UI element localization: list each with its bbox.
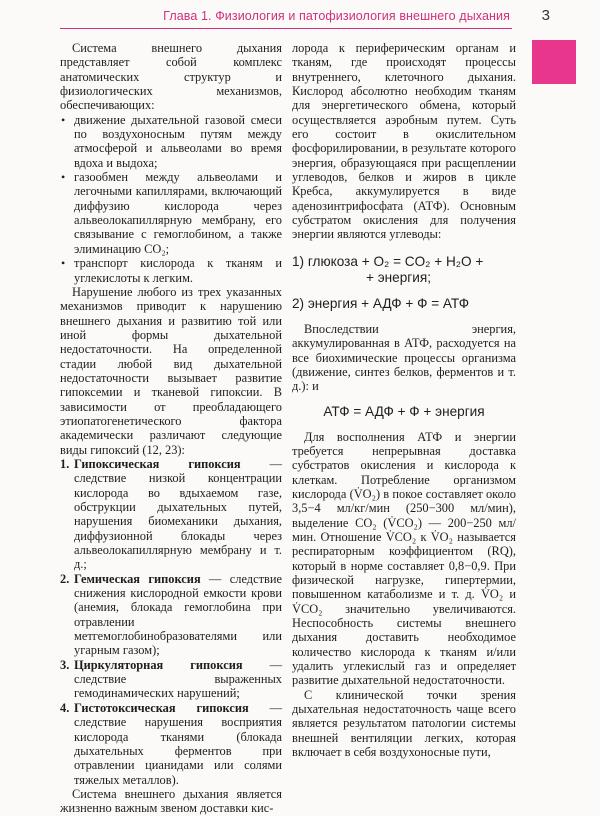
item-number: 1. xyxy=(60,456,70,471)
hypoxia-term: Гистотоксическая гипоксия xyxy=(74,700,249,715)
hypoxia-term: Циркуляторная гипоксия xyxy=(74,657,243,672)
intro-paragraph: Система внешнего дыхания представляет собой комплекс анатомических структур и физиологических механизмов, обеспечивающих: xyxy=(60,41,282,113)
list-item: • транспорт кислорода к тканям и углекислоты к легким. xyxy=(60,256,282,285)
glucose-formula xyxy=(292,254,516,286)
right-column xyxy=(292,41,516,759)
formula-line: 1) глюкоза + O₂ = CO₂ + H₂O + xyxy=(292,253,484,269)
atp-synthesis-formula: 2) энергия + АДФ + Ф = АТФ xyxy=(292,295,470,311)
function-list xyxy=(60,113,282,285)
hypoxia-description: — следствие снижения кислородной емкости крови (анемия, блокада гемоглобина при отравлении метгемоглобинобразователями или угарным газом); xyxy=(74,571,282,658)
header-divider xyxy=(60,28,512,29)
hypoxia-list xyxy=(60,457,282,787)
list-item: • движение дыхательной газовой смеси по воздухоносным путям между атмосферой и альвеолами во время вдоха и выдоха; xyxy=(60,113,282,170)
item-number: 4. xyxy=(60,700,70,715)
atp-hydrolysis-formula: АТФ = АДФ + Ф + энергия xyxy=(323,403,485,419)
hypoxia-description: — следствие выраженных гемодинамических нарушений; xyxy=(74,657,282,701)
hypoxia-description: — следствие низкой концентрации кислорода во вдыхаемом газе, обструкции дыхательных путей, нарушения биомеханики дыхания, диффузионной блокады через альвеолокапиллярную мембрану и т. д.; xyxy=(74,456,282,572)
hypoxia-term: Гипоксическая гипоксия xyxy=(74,456,241,471)
closing-paragraph: Система внешнего дыхания является жизненно важным звеном доставки кис- xyxy=(60,786,282,816)
item-number: 2. xyxy=(60,571,70,586)
list-item xyxy=(60,572,282,658)
clinical-paragraph: С клинической точки зрения дыхательная недостаточность чаще всего является результатом патологии системы внешней вентиляции легких, которая включает в себя воздухоносные пути, xyxy=(292,687,516,760)
formula-line: + энергия; xyxy=(366,269,431,285)
page-number: 3 xyxy=(541,7,550,24)
disorder-paragraph: Нарушение любого из трех указанных механизмов приводит к нарушению внешнего дыхания и развитию той или иной формы дыхательной недостаточности. На определенной стадии любой вид дыхательной недостаточности вызывает развитие гипоксемии и тканевой гипоксии. В зависимости от преобладающего этиопатогенетического фактора академически различают следующие виды гипоксий (12, 23): xyxy=(60,284,282,457)
running-header xyxy=(60,7,552,29)
continued-paragraph: лорода к периферическим органам и тканям, где происходят процессы внутреннего, клеточного дыхания. Кислород абсолютно необходим тканям для энергетического обмена, который осуществляется аэробным путем. Суть его состоит в окислительном фосфорилировании, в результате которого энергия, образующаяся при расщеплении углеводов, белков и жиров в цикле Кребса, аккумулируется в виде аденозинтрифосфата (АТФ). Основным субстратом окисления для получения энергии являются углеводы: xyxy=(292,41,516,242)
energy-paragraph: Впоследствии энергия, аккумулированная в АТФ, расходуется на все биохимические процессы организма (движение, синтез белков, ферментов и т. д.): и xyxy=(292,321,516,394)
hypoxia-description: — следствие нарушения восприятия кислорода тканями (блокада дыхательных ферментов при отравлении цианидами или солями тяжелых металлов). xyxy=(74,700,282,787)
chapter-title: Глава 1. Физиология и патофизиология внешнего дыхания xyxy=(163,9,510,23)
list-item xyxy=(60,457,282,572)
list-item xyxy=(60,658,282,701)
oxygen-consumption-paragraph: Для восполнения АТФ и энергии требуется непрерывная доставка субстратов окисления и кислорода к клеткам. Потребление организмом кислорода (V̇O₂) в покое составляет около 3,5−4 мл/кг/мин (250−300 мл/мин), выделение CO₂ (V̇CO₂) — 200−250 мл/мин. Отношение V̇CO₂ к V̇O₂ называется респираторным коэффициентом (RQ), который в норме составляет 0,8−0,9. При физической нагрузке, гипертермии, повышенном катаболизме и т. д. V̇O₂ и V̇CO₂ значительно увеличиваются. Неспособность системы внешнего дыхания доставить необходимое количество кислорода к тканям и/или удалить углекислый газ и определяет развитие дыхательной недостаточности. xyxy=(292,429,516,688)
list-item: • газообмен между альвеолами и легочными капиллярами, включающий диффузию кислорода через альвеолокапиллярную мембрану, его связывание с гемоглобином, а также элиминацию CO₂; xyxy=(60,170,282,256)
hypoxia-term: Гемическая гипоксия xyxy=(74,571,201,586)
chapter-thumb-tab xyxy=(532,40,576,84)
item-number: 3. xyxy=(60,657,70,672)
left-column xyxy=(60,41,282,816)
list-item xyxy=(60,701,282,787)
